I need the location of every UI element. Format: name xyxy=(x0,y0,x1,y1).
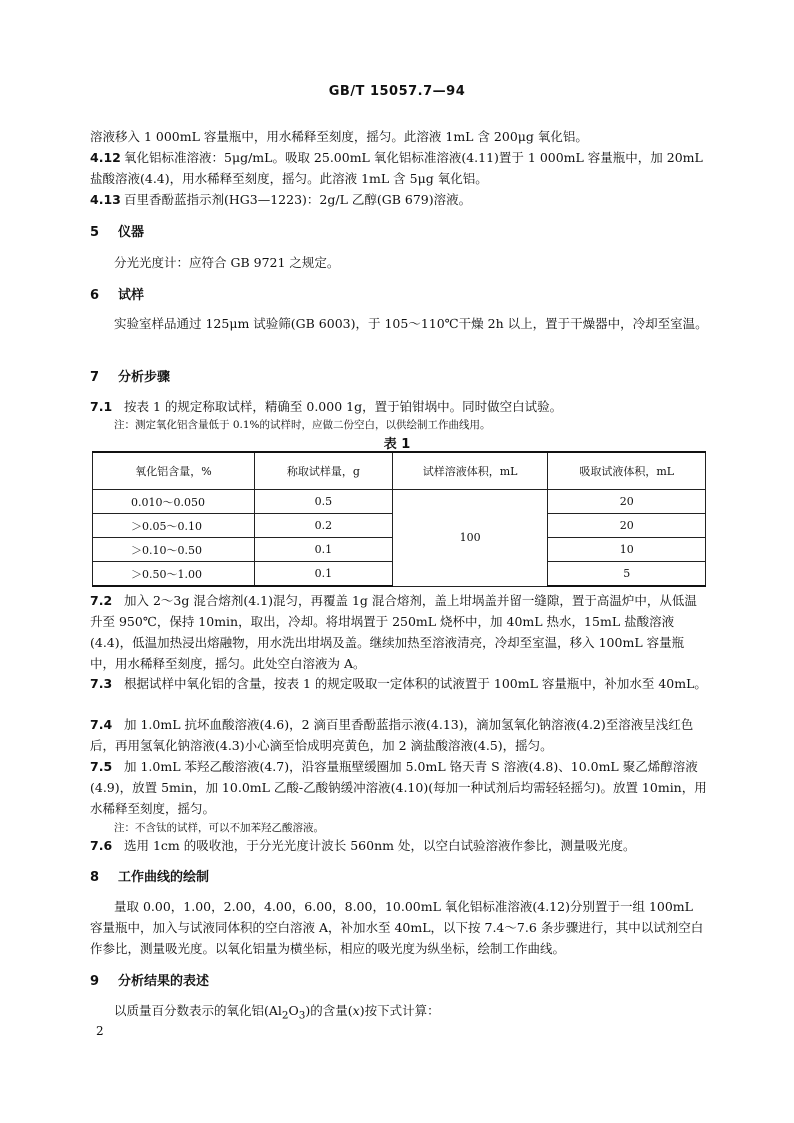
table-cell: ＞0.10～0.50 xyxy=(93,538,255,562)
clause-number: 7.5 xyxy=(90,759,113,774)
clause-number: 7.1 xyxy=(90,399,113,414)
table-cell: 10 xyxy=(548,538,706,562)
clause-text: 加入 2～3g 混合熔剂(4.1)混匀，再覆盖 1g 混合熔剂，盖上坩埚盖并留一缝隙，置于高温炉中，从低温升至 950℃，保持 10min，取出，冷却。将坩埚置于 250mL 烧杯中，加 40mL 热水，15mL 盐酸溶液(4.4)，低温加热浸出熔融物，用水洗出坩埚及盖。继续加热至溶液清亮，冷却至室温，移入 100mL 容量瓶中，用水稀释至刻度，摇匀。此处空白溶液为 A。 xyxy=(90,593,697,671)
section-6-heading xyxy=(90,284,144,303)
table-caption: 表 1 xyxy=(383,437,411,452)
paragraph-7-6 xyxy=(90,835,708,856)
clause-text: 根据试样中氧化铝的含量，按表 1 的规定吸取一定体积的试液置于 100mL 容量瓶中，补加水至 40mL。 xyxy=(124,676,707,691)
table-cell: 0.1 xyxy=(255,562,393,587)
clause-text: 百里香酚蓝指示剂(HG3—1223)：2g/L 乙醇(GB 679)溶液。 xyxy=(124,192,472,207)
paragraph-7-5 xyxy=(90,756,708,819)
section-5-heading xyxy=(90,221,144,240)
table-cell: 5 xyxy=(548,562,706,587)
table-row xyxy=(93,490,706,514)
paragraph-4-13 xyxy=(90,189,708,210)
section-number: 6 xyxy=(90,288,100,303)
page-header: GB/T 15057.7—94 xyxy=(328,84,466,99)
section-8-heading xyxy=(90,866,209,885)
table-cell: 20 xyxy=(548,490,706,514)
clause-text: 加 1.0mL 抗坏血酸溶液(4.6)，2 滴百里香酚蓝指示液(4.13)，滴加氢氧化钠溶液(4.2)至溶液呈浅红色后，再用氢氧化钠溶液(4.3)小心滴至恰成明亮黄色，加 2 滴盐酸溶液(4.5)，摇匀。 xyxy=(90,717,694,753)
table-cell: 0.010～0.050 xyxy=(93,490,255,514)
subscript: 3 xyxy=(298,1009,306,1022)
column-header: 称取试样量，g xyxy=(255,452,393,490)
paragraph-7-4 xyxy=(90,714,708,756)
table-cell: 0.5 xyxy=(255,490,393,514)
table-header-row xyxy=(93,452,706,490)
text-run: )的含量( xyxy=(305,1003,353,1018)
clause-text: 加 1.0mL 苯羟乙酸溶液(4.7)，沿容量瓶壁缓圈加 5.0mL 铬天青 S 溶液(4.8)、10.0mL 聚乙烯醇溶液(4.9)，放置 5min，加 10.0mL 乙酸-乙酸钠缓冲溶液(4.10)(每加一种试剂后均需轻轻摇匀)。放置 10min，用水稀释至刻度，摇匀。 xyxy=(90,759,707,816)
section-8-text: 量取 0.00，1.00，2.00，4.00，6.00，8.00，10.00mL 氧化铝标准溶液(4.12)分别置于一组 100mL 容量瓶中，加入与试液同体积的空白溶液 A，补加水至 40mL，以下按 7.4～7.6 条步骤进行，其中以试剂空白作参比，测量吸光度。以氧化铝量为横坐标，相应的吸光度为纵坐标，绘制工作曲线。 xyxy=(90,899,704,956)
paragraph-7-3 xyxy=(90,673,708,694)
section-title: 分析结果的表述 xyxy=(118,974,210,989)
section-number: 8 xyxy=(90,870,100,885)
table-cell: 0.2 xyxy=(255,514,393,538)
section-9-text xyxy=(90,1000,708,1027)
section-7-heading xyxy=(90,366,170,385)
page-number: 2 xyxy=(96,1024,104,1038)
section-5-text: 分光光度计：应符合 GB 9721 之规定。 xyxy=(114,255,340,270)
clause-number: 4.13 xyxy=(90,192,121,207)
section-6-text: 实验室样品通过 125μm 试验筛(GB 6003)，于 105～110℃干燥 2h 以上，置于干燥器中，冷却至室温。 xyxy=(114,316,708,331)
section-number: 5 xyxy=(90,225,100,240)
section-number: 9 xyxy=(90,974,100,989)
clause-text: 按表 1 的规定称取试样，精确至 0.000 1g，置于铂钳埚中。同时做空白试验。 xyxy=(124,399,563,414)
column-header: 吸取试液体积，mL xyxy=(548,452,706,490)
paragraph-7-2 xyxy=(90,590,708,674)
text-run: O xyxy=(288,1003,299,1018)
table-cell: 0.1 xyxy=(255,538,393,562)
clause-number: 7.3 xyxy=(90,676,113,691)
table-1 xyxy=(92,451,706,587)
text-run: )按下式计算： xyxy=(359,1003,440,1018)
table-cell: ＞0.50～1.00 xyxy=(93,562,255,587)
clause-number: 7.2 xyxy=(90,593,113,608)
clause-number: 4.12 xyxy=(90,150,121,165)
section-title: 试样 xyxy=(118,288,145,303)
paragraph-7-1 xyxy=(90,396,708,417)
note-1: 注：测定氧化铝含量低于 0.1%的试样时，应做二份空白，以供绘制工作曲线用。 xyxy=(114,419,491,431)
subscript: 2 xyxy=(281,1009,289,1022)
paragraph-intro: 溶液移入 1 000mL 容量瓶中，用水稀释至刻度，摇匀。此溶液 1mL 含 200μg 氧化铝。 xyxy=(90,129,588,144)
table-cell: ＞0.05～0.10 xyxy=(93,514,255,538)
variable: x xyxy=(352,1003,360,1018)
column-header: 试样溶液体积，mL xyxy=(392,452,548,490)
clause-text: 选用 1cm 的吸收池，于分光光度计波长 560nm 处，以空白试验溶液作参比，测量吸光度。 xyxy=(124,838,636,853)
clause-text: 氧化铝标准溶液：5μg/mL。吸取 25.00mL 氧化铝标准溶液(4.11)置于 1 000mL 容量瓶中，加 20mL 盐酸溶液(4.4)，用水稀释至刻度，摇匀。此溶液 1mL 含 5μg 氧化铝。 xyxy=(90,150,703,186)
table-cell-merged: 100 xyxy=(392,490,548,587)
paragraph-4-12 xyxy=(90,147,708,189)
section-title: 仪器 xyxy=(118,225,145,240)
text-run: 以质量百分数表示的氧化铝(Al xyxy=(114,1003,282,1018)
table-cell: 20 xyxy=(548,514,706,538)
section-9-heading xyxy=(90,970,209,989)
section-title: 分析步骤 xyxy=(118,370,171,385)
clause-number: 7.4 xyxy=(90,717,113,732)
note-2: 注：不含钛的试样，可以不加苯羟乙酸溶液。 xyxy=(114,822,324,834)
clause-number: 7.6 xyxy=(90,838,113,853)
section-title: 工作曲线的绘制 xyxy=(118,870,210,885)
section-number: 7 xyxy=(90,370,100,385)
column-header: 氧化铝含量，% xyxy=(93,452,255,490)
